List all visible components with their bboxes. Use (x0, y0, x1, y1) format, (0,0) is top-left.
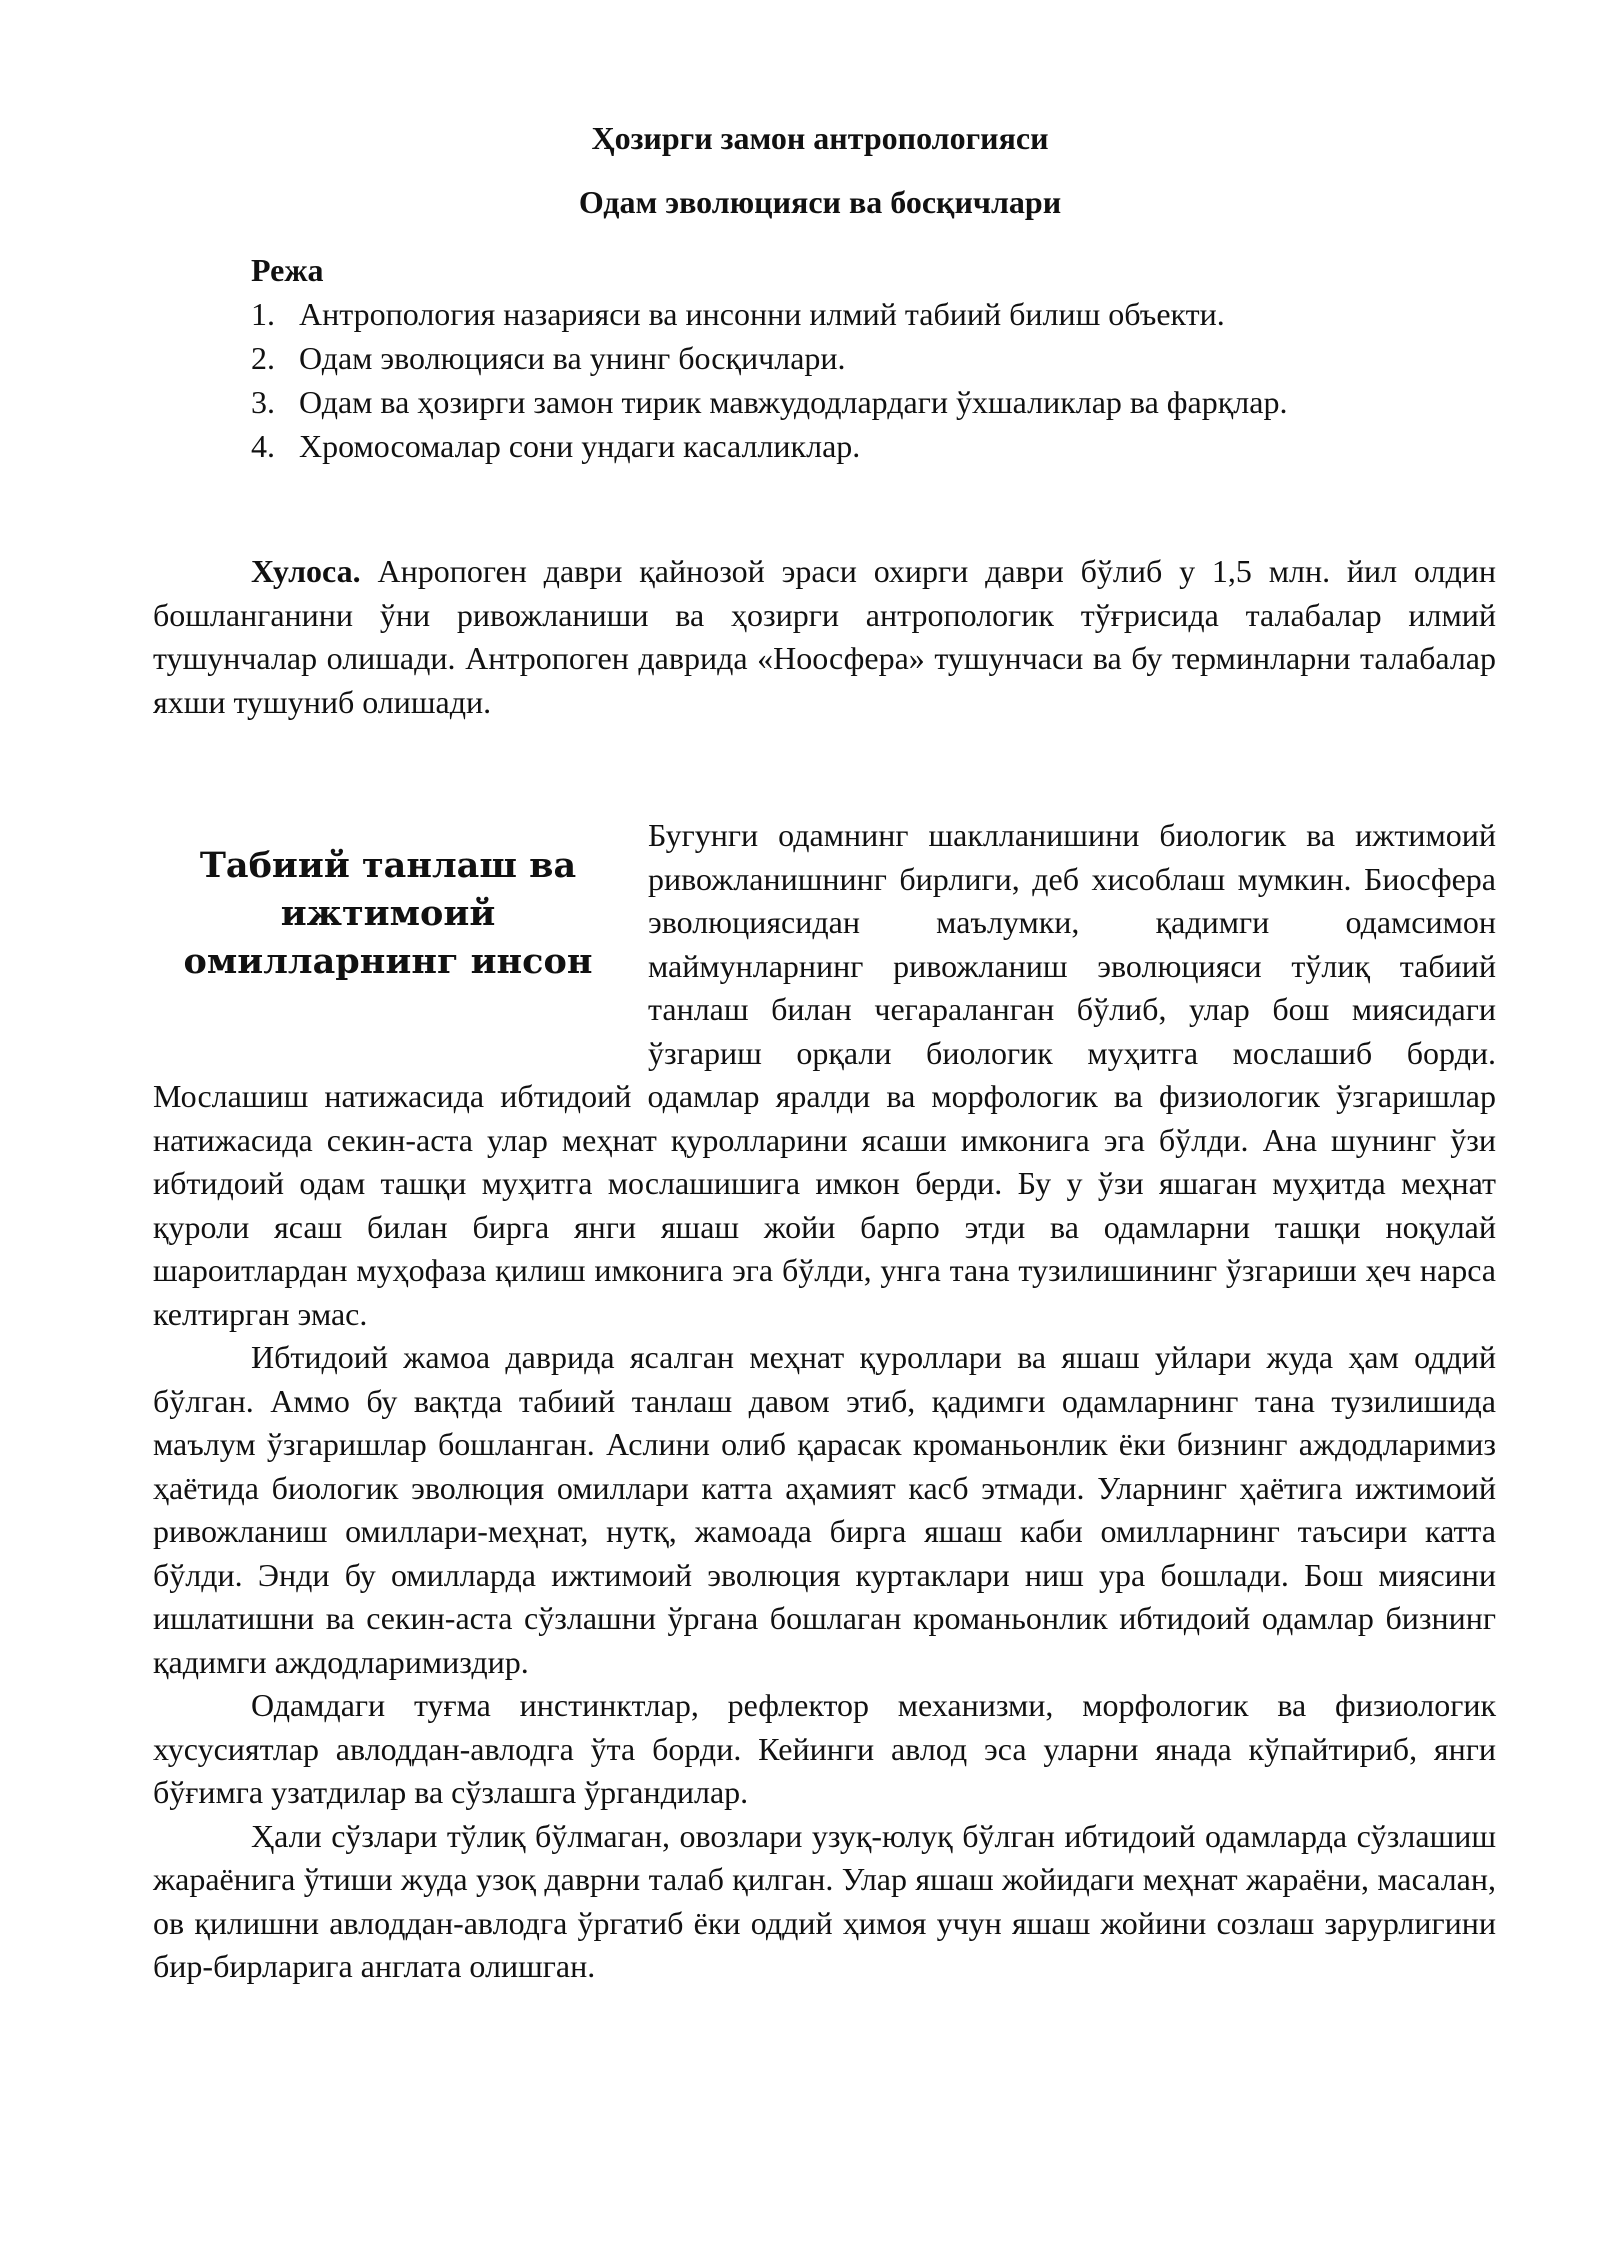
section-body (153, 814, 1496, 1989)
plan-heading: Режа (251, 252, 324, 288)
plan-item-number: 2. (251, 340, 275, 376)
conclusion-label: Хулоса. (251, 553, 361, 589)
body-paragraph: Ҳали сўзлари тўлиқ бўлмаган, овозлари узуқ-юлуқ бўлган ибтидоий одамларда сўзлашиш жараёнига ўтиши жуда узоқ даврни талаб қилган. Улар яшаш жойидаги меҳнат жараёни, масалан, ов қилишни авлоддан-авлодга ўргатиб ёки оддий ҳимоя учун яшаш жойини созлаш зарурлигини бир-бирларига англата олишган. (153, 1817, 1496, 1984)
plan-item (251, 424, 1511, 468)
plan-item-number: 3. (251, 384, 275, 420)
plan-item-text: Антропология назарияси ва инсонни илмий табиий билиш объекти. (299, 296, 1225, 332)
plan-item-text: Хромосомалар сони ундаги касалликлар. (299, 428, 861, 464)
conclusion-paragraph (153, 550, 1496, 724)
body-paragraph: Бугунги одамнинг шаклланишини биологик ва ижтимоий ривожланишнинг бирлиги, деб хисоблаш мумкин. Биосфера эволюциясидан маълумки, қадимги одамсимон маймунларнинг ривожланиш эволюцияси тўлиқ табиий танлаш билан чегараланган бўлиб, улар бош миясидаги ўзгариш орқали биологик муҳитга мослашиб борди. Мослашиш натижасида ибтидоий одамлар яралди ва морфологик ва физиологик ўзгаришлар натижасида секин-аста улар меҳнат қуролларини ясаши имконига эга бўлди. Ана шунинг ўзи ибтидоий одам ташқи муҳитга мослашишига имкон берди. Бу у ўзи яшаган муҳитда меҳнат қуроли ясаш билан бирга янги яшаш жойи барпо этди ва одамларни ташқи ноқулай шароитлардан муҳофаза қилиш имконига эга бўлди, унга тана тузилишининг ўзгариши ҳеч нарса келтирган эмас. (153, 817, 1496, 1332)
plan-item (251, 380, 1511, 424)
plan-item-text: Одам эволюцияси ва унинг босқичлари. (299, 340, 846, 376)
plan-item (251, 292, 1511, 336)
plan-item-number: 4. (251, 428, 275, 464)
plan-section (251, 248, 1511, 468)
section-heading: Табиий танлаш ва ижтимоий омилларнинг инсон (183, 845, 593, 982)
plan-item (251, 336, 1511, 380)
conclusion-text: Анропоген даври қайнозой эраси охирги даври бўлиб у 1,5 млн. йил олдин бошланганини ўни ривожланиши ва ҳозирги антропологик тўғрисида талабалар илмий тушунчалар олишади. Антропоген даврида «Ноосфера» тушунчаси ва бу терминларни талабалар яхши тушуниб олишади. (153, 553, 1497, 720)
body-paragraph: Одамдаги туғма инстинктлар, рефлектор механизми, морфологик ва физиологик хусусиятлар авлоддан-авлодга ўта борди. Кейинги авлод эса уларни янада кўпайтириб, янги бўғимга узатдилар ва сўзлашга ўргандилар. (153, 1687, 1496, 1810)
body-paragraph: Ибтидоий жамоа даврида ясалган меҳнат қуроллари ва яшаш уйлари жуда ҳам оддий бўлган. Аммо бу вақтда табиий танлаш давом этиб, қадимги одамларнинг тана тузилишида маълум ўзгаришлар бошланган. Аслини олиб қарасак кроманьонлик ёки бизнинг аждодларимиз ҳаётида биологик эволюция омиллари катта аҳамият касб этмади. Уларнинг ҳаётига ижтимоий ривожланиш омиллари-меҳнат, нутқ, жамоада бирга яшаш каби омилларнинг таъсири катта бўлди. Энди бу омилларда ижтимоий эволюция куртаклари ниш ура бошлади. Бош миясини ишлатишни ва секин-аста сўзлашни ўргана бошлаган кроманьонлик ибтидоий одамлар бизнинг қадимги аждодларимиздир. (153, 1339, 1496, 1680)
document-title: Ҳозирги замон антропологияси (591, 120, 1049, 156)
plan-item-text: Одам ва ҳозирги замон тирик мавжудодлардаги ўхшаликлар ва фарқлар. (299, 384, 1288, 420)
plan-item-number: 1. (251, 296, 275, 332)
plan-list (251, 292, 1511, 468)
document-subtitle: Одам эволюцияси ва босқичлари (578, 184, 1062, 220)
